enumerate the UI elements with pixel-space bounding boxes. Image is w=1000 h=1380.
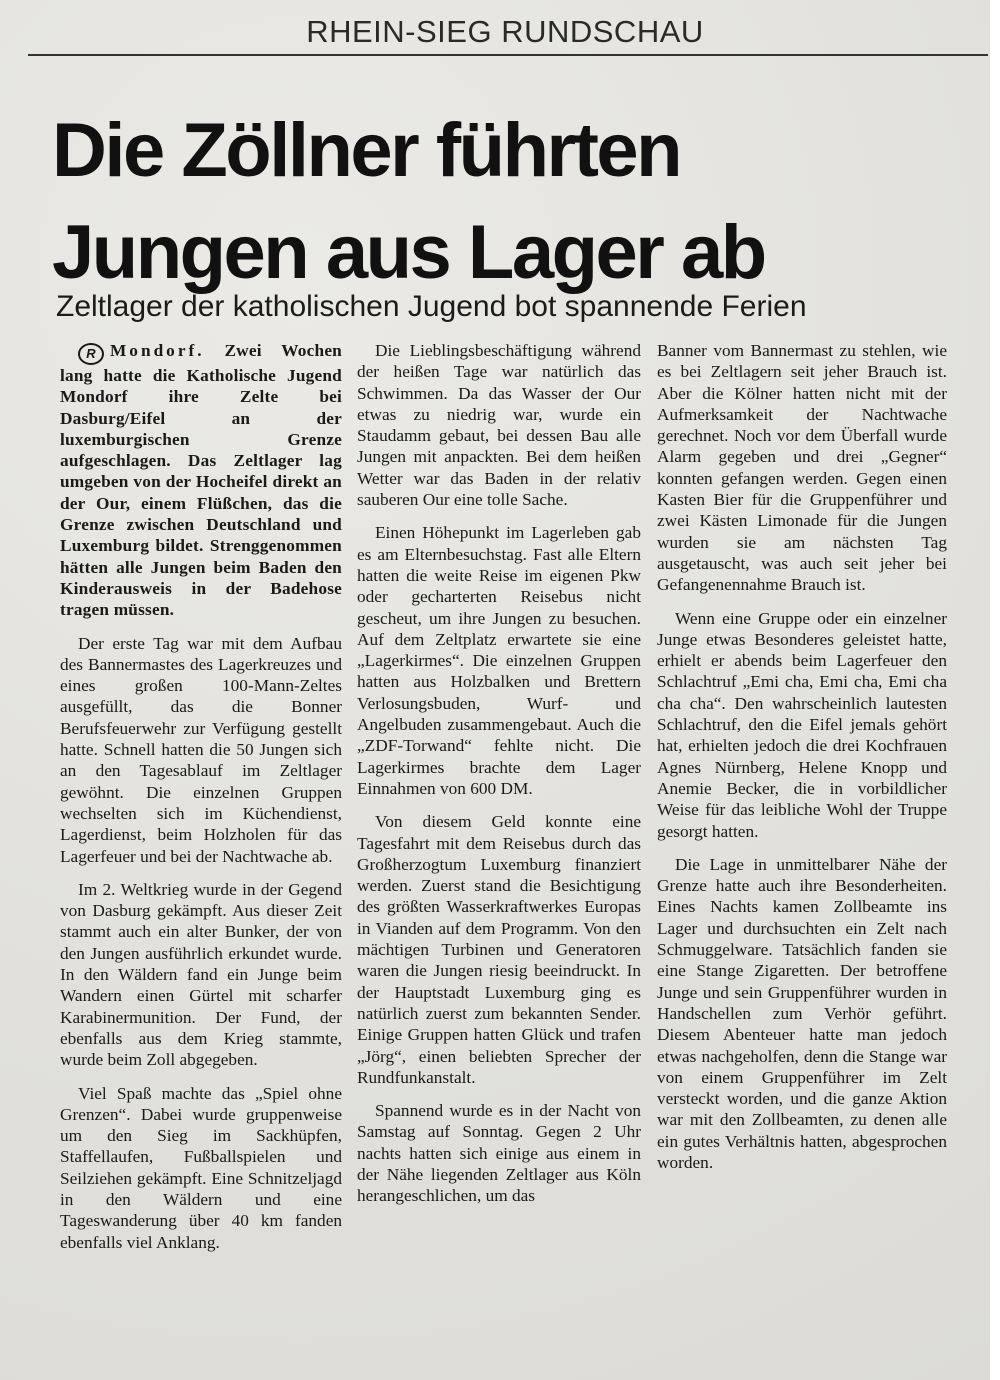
paragraph-1: Zwei Wochen lang hatte die Katholische Jugend Mondorf ihre Zelte bei Dasburg/Eifel an der luxemburgischen Grenze aufgeschlagen. Das Zeltlager lag umgeben von der Hocheifel direkt an der Our, einem Flüßchen, das die Grenze zwischen Deutschland und Luxemburg bildet. Strenggenommen hätten alle Jungen beim Baden den Kinderausweis in der Badehose tragen müssen.	[60, 341, 342, 620]
dateline: Mondorf.	[110, 341, 205, 360]
article-column-1	[60, 340, 342, 1340]
headline-line-1: Die Zöllner führten	[52, 108, 681, 193]
masthead: RHEIN-SIEG RUNDSCHAU	[306, 14, 704, 49]
paragraph-9: Banner vom Bannermast zu stehlen, wie es bei Zeltlagern seit jeher Brauch ist. Aber die Kölner hatten nicht mit der Aufmerksamkeit der Nachtwache gerechnet. Noch vor dem Überfall wurde Alarm gegeben und drei „Gegner“ konnten gefangen werden. Gegen einen Kasten Bier für die Gruppenführer und zwei Kästen Limonade für die Jungen wurden sie am nächsten Tag ausgetauscht, was auch seit jeher bei Gefangenennahme Brauch ist.	[657, 341, 947, 595]
paragraph-7: Von diesem Geld konnte eine Tagesfahrt mit dem Reisebus durch das Großherzogtum Luxemburg finanziert werden. Zuerst stand die Besichtigung des größten Wasserkraftwerkes Europas in Vianden auf dem Programm. Von den mächtigen Turbinen und Generatoren waren die Jungen riesig beeindruckt. In der Hauptstadt Luxemburg ging es natürlich zuerst zum bekannten Sender. Einige Gruppen hatten Glück und trafen „Jörg“, einen beliebten Sprecher der Rundfunkanstalt.	[357, 812, 641, 1087]
lead-paragraph	[60, 340, 342, 621]
masthead-rule	[28, 54, 988, 56]
paragraph-10: Wenn eine Gruppe oder ein einzelner Junge etwas Besonderes geleistet hatte, erhielt er abends beim Lagerfeuer den Schlachtruf „Emi cha, Emi cha, Emi cha cha cha“. Den wahrscheinlich lautesten Schlachtruf, den die Eifel jemals gehört hat, erhielten jedoch die drei Kochfrauen Agnes Nürnberg, Helene Knopp und Anemie Becker, die in vorbildlicher Weise für das leibliche Wohl der Truppe gesorgt hatten.	[657, 608, 947, 841]
article-column-3	[657, 340, 947, 1340]
headline-line-2: Jungen aus Lager ab	[52, 210, 765, 295]
paragraph-5: Die Lieblingsbeschäftigung während der heißen Tage war natürlich das Schwimmen. Da das Wasser der Our etwas zu niedrig war, wurde ein Staudamm gebaut, bei dessen Bau alle Jungen mit anpackten. Bei dem heißen Wetter war das Baden in der relativ sauberen Our eine tolle Sache.	[357, 341, 641, 510]
paragraph-4: Viel Spaß machte das „Spiel ohne Grenzen“. Dabei wurde gruppenweise um den Sieg im Sackhüpfen, Staffellaufen, Fußballspielen und Seilziehen gekämpft. Eine Schnitzeljagd in den Wäldern und eine Tageswanderung über 40 km fanden ebenfalls viel Anklang.	[60, 1083, 342, 1252]
rundschau-logo-icon: R	[78, 343, 104, 365]
paragraph-3: Im 2. Weltkrieg wurde in der Gegend von Dasburg gekämpft. Aus dieser Zeit stammt auch ein alter Bunker, der von den Jungen ausführlich erkundet wurde. In den Wäldern fand ein Junge beim Wandern einen Gürtel mit scharfer Karabinermunition. Der Fund, der ebenfalls aus dem Krieg stammte, wurde beim Zoll abgegeben.	[60, 879, 342, 1070]
paragraph-6: Einen Höhepunkt im Lagerleben gab es am Elternbesuchstag. Fast alle Eltern hatten die weite Reise im eigenen Pkw oder gecharterten Reisebus nicht gescheut, um ihre Jungen zu besuchen. Auf dem Zeltplatz erwartete sie eine „Lagerkirmes“. Die einzelnen Gruppen hatten aus Holzbalken und Brettern Verlosungsbuden, Wurf- und Angelbuden zusammengebaut. Auch die „ZDF-Torwand“ fehlte nicht. Die Lagerkirmes brachte dem Lager Einnahmen von 600 DM.	[357, 523, 641, 798]
paragraph-2: Der erste Tag war mit dem Aufbau des Bannermastes des Lagerkreuzes und eines großen 100-Mann-Zeltes ausgefüllt, das die Bonner Berufsfeuerwehr zur Verfügung gestellt hatte. Schnell hatten die 50 Jungen sich an den Tagesablauf im Zeltlager gewöhnt. Die einzelnen Gruppen wechselten sich im Küchendienst, Lagerdienst, beim Holzholen für das Lagerfeuer und bei der Nachtwache ab.	[60, 633, 342, 866]
article-column-2	[357, 340, 641, 1340]
headline	[52, 100, 972, 304]
paragraph-8: Spannend wurde es in der Nacht von Samstag auf Sonntag. Gegen 2 Uhr nachts hatten sich einige aus einem in der Nähe liegenden Zeltlager aus Köln herangeschlichen, um das	[357, 1101, 641, 1206]
paragraph-11: Die Lage in unmittelbarer Nähe der Grenze hatte auch ihre Besonderheiten. Eines Nachts kamen Zollbeamte ins Lager und durchsuchten ein Zelt nach Schmuggelware. Tatsächlich fanden sie eine Stange Zigaretten. Der betroffene Junge und sein Gruppenführer wurden in Handschellen zum Verhör geführt. Diesem Abenteuer hatte man jedoch etwas nachgeholfen, denn die Stange war von einem Gruppenführer im Zelt versteckt worden, und die ganze Aktion war mit den Zollbeamten, zu denen alle ein gutes Verhältnis hatten, abgesprochen worden.	[657, 854, 947, 1172]
subheadline: Zeltlager der katholischen Jugend bot spannende Ferien	[56, 290, 807, 323]
